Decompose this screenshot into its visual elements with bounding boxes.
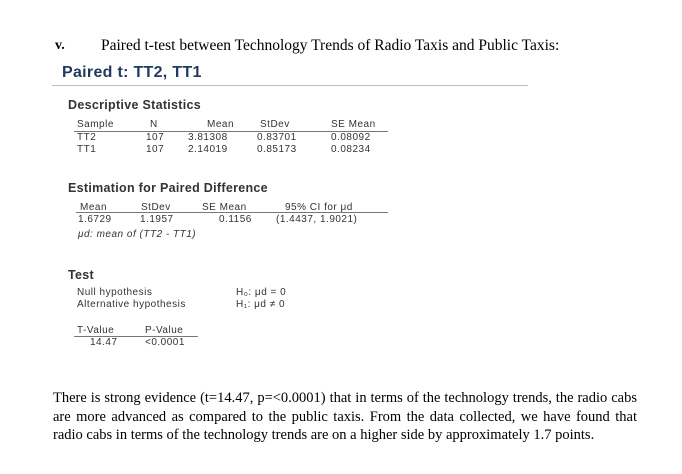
table-cell: 1.1957 <box>140 214 174 225</box>
test-heading: Test <box>68 268 94 282</box>
conclusion-paragraph: There is strong evidence (t=14.47, p=<0.0001) that in terms of the technology trends, the radio cabs are more advanced as compared to the public taxis. From the data collected, we have found that radio cabs in terms of the technology trends are on a higher side by approximately 1.7 points. <box>53 390 637 443</box>
alternative-hypothesis-value: H₁: μd ≠ 0 <box>236 299 286 310</box>
table-cell: TT1 <box>77 144 97 155</box>
table-cell: 0.1156 <box>219 214 252 225</box>
p-value: <0.0001 <box>145 337 185 348</box>
table-cell: 1.6729 <box>78 214 112 225</box>
title-divider <box>52 85 528 86</box>
column-header: N <box>150 119 158 130</box>
table-cell: 0.83701 <box>257 132 297 143</box>
table-cell: 107 <box>146 144 165 155</box>
header-rule <box>76 212 388 213</box>
column-header: Mean <box>80 202 108 213</box>
t-value: 14.47 <box>90 337 118 348</box>
table-cell: 0.08234 <box>331 144 371 155</box>
mu-note: μd: mean of (TT2 - TT1) <box>78 229 197 240</box>
column-header: T-Value <box>77 325 115 336</box>
table-cell: (1.4437, 1.9021) <box>276 214 358 225</box>
table-cell: 107 <box>146 132 165 143</box>
column-header: Mean <box>207 119 235 130</box>
column-header: P-Value <box>145 325 184 336</box>
table-cell: 2.14019 <box>188 144 228 155</box>
column-header: 95% CI for μd <box>285 202 353 213</box>
column-header: StDev <box>141 202 171 213</box>
estimation-heading: Estimation for Paired Difference <box>68 181 268 195</box>
table-cell: 0.85173 <box>257 144 297 155</box>
null-hypothesis-value: H₀: μd = 0 <box>236 287 287 298</box>
output-title: Paired t: TT2, TT1 <box>62 64 202 81</box>
column-header: StDev <box>260 119 290 130</box>
table-cell: 3.81308 <box>188 132 228 143</box>
table-cell: TT2 <box>77 132 97 143</box>
table-cell: 0.08092 <box>331 132 371 143</box>
null-hypothesis-label: Null hypothesis <box>77 287 153 298</box>
section-number: v. <box>55 38 65 53</box>
descriptive-statistics-heading: Descriptive Statistics <box>68 98 202 112</box>
column-header: SE Mean <box>331 119 376 130</box>
section-heading: Paired t-test between Technology Trends of Radio Taxis and Public Taxis: <box>101 37 560 54</box>
alternative-hypothesis-label: Alternative hypothesis <box>77 299 186 310</box>
column-header: SE Mean <box>202 202 247 213</box>
column-header: Sample <box>77 119 114 130</box>
